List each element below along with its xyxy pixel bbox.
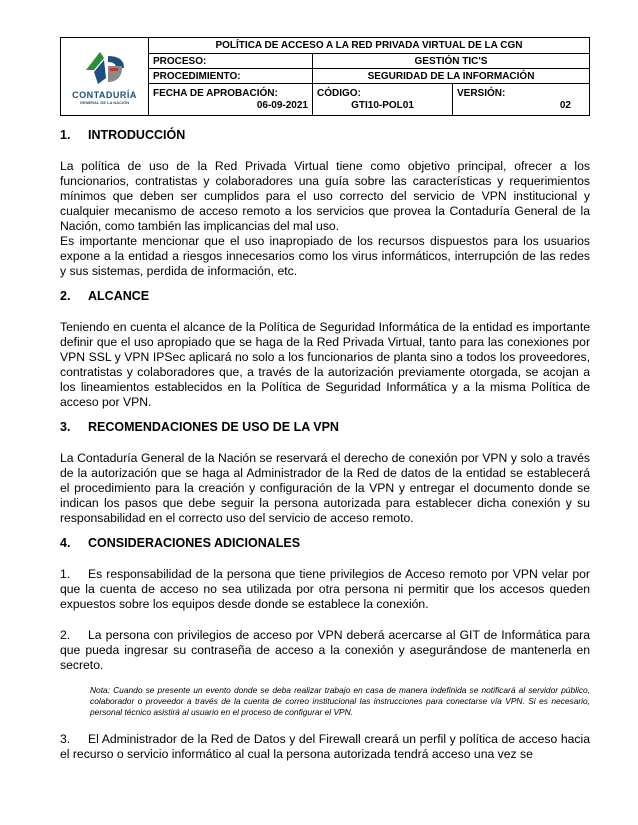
version-value: 02: [559, 99, 571, 111]
codigo-label: CÓDIGO:: [317, 87, 361, 99]
list-item-text: El Administrador de la Red de Datos y del Firewall creará un perfil y política de acceso hacia el recurso o servicio informático al cual la persona autorizada tendrá acceso una vez se: [60, 732, 590, 761]
logo-subtext: GENERAL DE LA NACIÓN: [79, 100, 130, 105]
section-1-heading: [60, 128, 590, 143]
procedimiento-value: SEGURIDAD DE LA INFORMACIÓN: [313, 69, 590, 84]
section-title: ALCANCE: [88, 289, 150, 303]
section-3-paragraph-1: La Contaduría General de la Nación se reservará el derecho de conexión por VPN y solo a través de la autorización que se haga al Administrador de la Red de datos de la entidad se establecerá el procedimiento para la creación y configuración de la VPN y entregar el documento donde se indican los pasos que debe seguir la persona autorizada para establecer dicha conexión y su responsabilidad en el correcto uso del servicio de acceso remoto.: [60, 451, 590, 525]
logo-cell: [61, 38, 149, 116]
procedimiento-label: PROCEDIMIENTO:: [149, 69, 313, 84]
cgn-emblem-icon: [82, 48, 128, 88]
list-item-number: 3.: [60, 732, 71, 746]
version-label: VERSIÓN:: [457, 87, 506, 99]
section-number: 2.: [60, 289, 71, 303]
version-cell: [453, 84, 590, 116]
section-3-heading: [60, 420, 590, 435]
fecha-label: FECHA DE APROBACIÓN:: [153, 87, 278, 99]
proceso-label: PROCESO:: [149, 54, 313, 69]
section-title: RECOMENDACIONES DE USO DE LA VPN: [88, 420, 339, 434]
section-1-paragraph-2: Es importante mencionar que el uso inapropiado de los recursos dispuestos para los usuarios expone a la entidad a riesgos innecesarios como los virus informáticos, interrupción de las redes y sus sistemas, perdida de información, etc.: [60, 234, 590, 278]
document-header-table: [60, 37, 590, 116]
fecha-value: 06-09-2021: [256, 99, 308, 111]
list-item: [60, 628, 590, 673]
section-number: 3.: [60, 420, 71, 434]
list-item: [60, 567, 590, 612]
codigo-value: GTI10-POL01: [351, 99, 414, 111]
section-4-heading: [60, 536, 590, 551]
section-2-heading: [60, 289, 590, 304]
list-item: [60, 732, 590, 762]
proceso-value: GESTIÓN TIC'S: [313, 54, 590, 69]
section-title: INTRODUCCIÓN: [88, 128, 186, 142]
section-number: 4.: [60, 536, 71, 550]
document-body: [60, 118, 590, 778]
logo-wordmark: CONTADURÍA: [72, 90, 137, 100]
list-item-number: 2.: [60, 628, 71, 642]
codigo-cell: [313, 84, 453, 116]
cgn-logo: [65, 48, 144, 105]
section-1-paragraph-1: La política de uso de la Red Privada Virtual tiene como objetivo principal, ofrecer a los funcionarios, contratistas y colaboradores una guía sobre las características y requerimientos mínimos que deben ser cumplidos para el uso correcto del servicio de VPN institucional y cualquier mecanismo de acceso remoto a los servicios que provea la Contaduría General de la Nación, como también las implicancias del mal uso.: [60, 159, 590, 233]
list-item-text: Es responsabilidad de la persona que tiene privilegios de Acceso remoto por VPN velar por que la cuenta de acceso no sea utilizada por otra persona ni permitir que los accesos queden expuestos sobre los equipos desde donde se establece la conexión.: [60, 567, 590, 611]
list-item-text: La persona con privilegios de acceso por VPN deberá acercarse al GIT de Informática para que pueda ingresar su contraseña de acceso a la conexión y asegurándose de mantenerla en secreto.: [60, 628, 590, 672]
document-title: POLÍTICA DE ACCESO A LA RED PRIVADA VIRTUAL DE LA CGN: [149, 38, 590, 54]
section-2-paragraph-1: Teniendo en cuenta el alcance de la Política de Seguridad Informática de la entidad es importante definir que el uso apropiado que se haga de la Red Privada Virtual, tanto para las conexiones por VPN SSL y VPN IPSec aplicará no solo a los funcionarios de planta sino a todos los proveedores, contratistas y colaboradores que, a través de la autorización previamente otorgada, se acojan a los lineamientos establecidos en la Política de Seguridad Informática y a la misma Política de acceso por VPN.: [60, 320, 590, 409]
list-item-number: 1.: [60, 567, 71, 581]
section-number: 1.: [60, 128, 71, 142]
section-title: CONSIDERACIONES ADICIONALES: [88, 536, 301, 550]
note-paragraph: Nota: Cuando se presente un evento donde se deba realizar trabajo en casa de manera indefinida se notificará al servidor público, colaborador o proveedor a través de la cuenta de correo institucional las instrucciones para conectarse vía VPN. Si es necesario, personal técnico asistirá al usuario en el proceso de configurar el VPN.: [90, 685, 590, 717]
fecha-cell: [149, 84, 313, 116]
